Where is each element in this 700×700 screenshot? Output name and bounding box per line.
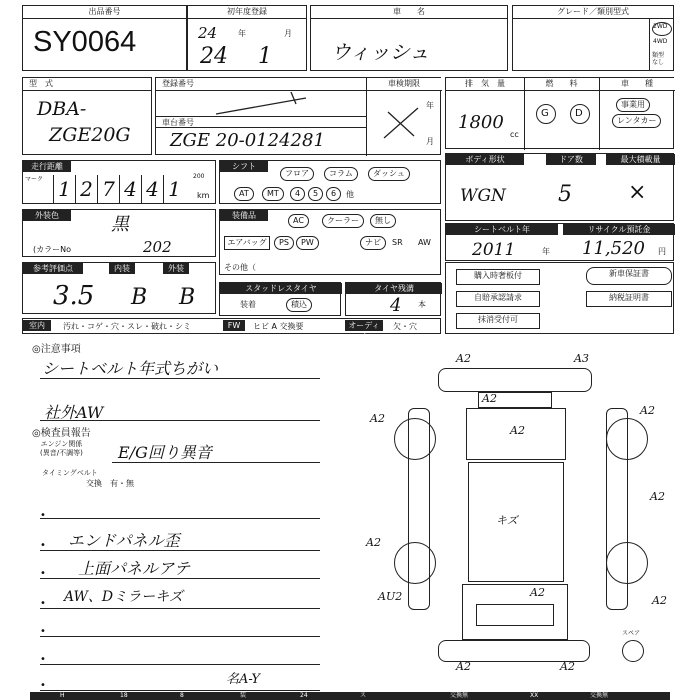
damage-left-rear: A2 [366, 536, 381, 549]
doors-header: ドア数 [546, 154, 596, 165]
equip-airbag: エアバッグ [224, 236, 270, 250]
month-unit: 月 [284, 29, 292, 38]
doc-purchase: 購入時奢板付 [456, 269, 540, 285]
fuel-header: 燃 料 [524, 78, 600, 91]
equip-cooler: クーラー [322, 214, 364, 228]
mileage-digit: 7 [97, 175, 119, 203]
year-unit: 年 [238, 29, 246, 38]
fw-items: ヒビ A 交換要 [253, 322, 304, 331]
trans-5: 5 [308, 187, 323, 201]
shift-floor: フロア [280, 167, 314, 181]
car-name-header: 車 名 [311, 6, 507, 19]
timing-belt-label: タイミングベルト [42, 469, 98, 477]
equip-other: その他（ [224, 263, 256, 272]
color-no-label: (カラーNo [33, 245, 71, 254]
grade-box [512, 5, 674, 71]
wheel-rear-right [606, 542, 648, 584]
notes-header: ◎注意事項 [32, 344, 81, 355]
auction-sheet: 出品番号 SY0064 初年度登録 24 年 月 24 1 車 名 ウィッシュ グレード／類別型式 2WD 4WD 類型 なし 型 式 DBA- ZGE20G 登録番号 車検期限 車台番号 年 月 ZGE 20-0124281 排 気 量 燃 料 車 種 1800 cc G D 事業用 レンタカー 走行距離 マーク 1 2 7 4 4 1 200 km シフト フロア コラム ダッシュ AT MT 4 5 6 他 ボディ形状 ドア数 最大積載量 WGN 5 × 外装色 黒 (カラーNo 202 装備品 AC クーラー 無し エアバッグ PS PW ナビ SR AW その他（ シートベルト年 リサイクル預託金 2011 年 11,520 円 参考評価点 内装 外装 3.5 B B スタッドレスタイヤ 装着 積込 タイヤ残溝 4 本 購入時奢板付 新車保証書 自賠承認請求 納税証明書 抹消受付可 室内 汚れ・コゲ・穴・スレ・破れ・シミ FW ヒビ A 交換要 オーディオ 欠・穴 ◎注意事項 シートベルト年式ちがい 社外AW ◎検査員報告 エンジン関係 (異音/不調等) E/G回り異音 タイミングベルト 交換 有・無 • • • • • • • エンドパネル歪 上面パネルアテ AW、Dミラーキズ 名A-Y スペア A2 A3 A2 A2 A2 A2 A2 A2 キズ A2 A2 AU2 A2 A2 H 18 8 装 24 ス 交換無 XX 交換無 [0, 0, 700, 700]
car-name: ウィッシュ [331, 40, 430, 64]
car-name-box [310, 5, 508, 71]
rental-car: レンタカー [612, 114, 661, 128]
damage-right-door: A2 [650, 490, 665, 503]
damage-front-right: A3 [574, 352, 589, 365]
damage-left-fender: A2 [370, 412, 385, 425]
trans-other: 他 [346, 190, 354, 199]
front-bumper [438, 368, 592, 392]
mileage-box [22, 160, 216, 204]
drive-2wd: 2WD [653, 23, 668, 30]
inspection-header: 車検期限 [366, 78, 442, 91]
equip-pw: PW [296, 236, 319, 250]
studless-box [219, 282, 341, 316]
damage-front-left: A2 [456, 352, 471, 365]
fuel-g: G [541, 108, 549, 119]
inspector-sign: 名A-Y [226, 672, 260, 687]
tire-box [345, 282, 441, 316]
trans-mt: MT [262, 187, 284, 201]
exterior-color-box [22, 209, 216, 257]
wheel-front-left [394, 418, 436, 460]
recycle-header: リサイクル預託金 [563, 224, 675, 235]
reference-score: 3.5 [53, 281, 95, 311]
damage-roof: キズ [496, 514, 518, 527]
spare-wheel [622, 640, 644, 662]
strip-item-5: ス [360, 692, 367, 699]
wheel-rear-left [394, 542, 436, 584]
strip-item-0: H [60, 692, 65, 699]
inspector-line-3: AW、Dミラーキズ [64, 589, 183, 605]
lot-header: 出品番号 [23, 6, 186, 19]
interior-grade: B [131, 285, 148, 310]
equip-navi: ナビ [360, 236, 386, 250]
damage-left-sill: AU2 [378, 590, 403, 603]
doc-tax: 納税証明書 [586, 291, 672, 307]
drive-other: 類型 なし [652, 52, 665, 66]
engine-label: エンジン関係 (異音/不調等) [40, 440, 83, 457]
displacement-header: 排 気 量 [446, 78, 525, 91]
damage-right-fender: A2 [640, 404, 655, 417]
studless-header: スタッドレスタイヤ [220, 283, 342, 294]
inspector-header: ◎検査員報告 [32, 428, 91, 439]
seatbelt-recycle-box [445, 223, 674, 261]
shift-dash: ダッシュ [368, 167, 410, 181]
equip-sr: SR [392, 238, 403, 247]
note-line-1: シートベルト年式ちがい [42, 359, 219, 378]
note-line-2: 社外AW [44, 403, 104, 422]
equip-aw: AW [418, 238, 431, 247]
wheel-front-right [606, 418, 648, 460]
max-load: × [628, 180, 647, 205]
equip-ps: PS [274, 236, 294, 250]
trans-at: AT [234, 187, 254, 201]
tire-depth-unit: 本 [418, 300, 426, 309]
seatbelt-year-unit: 年 [542, 247, 550, 256]
mileage-unit: km [197, 191, 210, 200]
chassis-number: ZGE 20-0124281 [170, 130, 325, 151]
commercial-use: 事業用 [616, 98, 650, 112]
engine-note: E/G回り異音 [118, 443, 212, 462]
damage-grille: A2 [482, 392, 497, 405]
spare-label: スペア [622, 630, 641, 637]
registration-box [155, 77, 441, 155]
tire-header: タイヤ残溝 [346, 283, 442, 294]
doc-deregistration: 抹消受付可 [456, 313, 540, 329]
recycle-unit: 円 [658, 247, 666, 256]
interior-row-label: 室内 [23, 320, 51, 331]
lot-number: SY0064 [33, 26, 137, 58]
body-box [445, 153, 674, 221]
seatbelt-header: シートベルト年 [446, 224, 558, 235]
body-style: WGN [460, 186, 506, 206]
seatbelt-year: 2011 [472, 240, 516, 260]
mileage-digit: 4 [141, 175, 163, 203]
interior-header: 内装 [109, 263, 135, 274]
exterior-color-header: 外装色 [23, 210, 71, 221]
mileage-digit: 1 [163, 175, 185, 203]
timing-belt-exchange: 交換 有・無 [86, 479, 134, 488]
model-header: 型 式 [23, 78, 151, 91]
trans-4: 4 [290, 187, 305, 201]
inspector-line-1: エンドパネル歪 [68, 531, 180, 550]
model-box [22, 77, 152, 155]
audio-items: 欠・穴 [393, 322, 417, 331]
mileage-note: 200 [193, 173, 205, 180]
mileage-digit: 1 [53, 175, 75, 203]
drive-column [649, 18, 674, 70]
strip-item-6: 交換無 [450, 692, 469, 699]
era-year: 24 [200, 44, 228, 69]
engine-fuel-box [445, 77, 674, 149]
fw-label: FW [223, 320, 245, 331]
model-line2: ZGE20G [49, 124, 131, 146]
shift-column: コラム [324, 167, 358, 181]
doc-warranty: 新車保証書 [586, 267, 672, 285]
trans-6: 6 [326, 187, 341, 201]
registration-header: 登録番号 [156, 78, 373, 91]
damage-rear-right: A2 [560, 660, 575, 673]
inspector-line-2: 上面パネルアテ [78, 559, 191, 578]
bottom-strip [30, 692, 670, 700]
exterior-header: 外装 [163, 263, 189, 274]
score-box [22, 262, 216, 314]
strip-item-8: 交換無 [590, 692, 609, 699]
strip-item-4: 24 [300, 692, 308, 699]
strip-item-3: 装 [240, 692, 247, 699]
studless-fitted: 装着 [240, 300, 256, 309]
tire-depth: 4 [390, 295, 402, 316]
equip-ac: AC [288, 214, 309, 228]
damage-rear-left: A2 [456, 660, 471, 673]
score-header: 参考評価点 [23, 263, 83, 274]
strip-item-2: 8 [180, 692, 184, 699]
equipment-box [219, 209, 441, 275]
model-line1: DBA- [37, 98, 87, 120]
strip-item-1: 18 [120, 692, 128, 699]
exterior-color: 黒 [111, 214, 129, 235]
damage-trunk: A2 [530, 586, 545, 599]
shift-box [219, 160, 441, 204]
equipment-header: 装備品 [220, 210, 268, 221]
displacement: 1800 [458, 112, 504, 133]
fuel-d: D [575, 108, 583, 119]
first-registration-header: 初年度登録 [188, 6, 306, 19]
mileage-header: 走行距離 [23, 161, 71, 172]
grade-header: グレード／類別型式 [513, 6, 673, 19]
exterior-grade: B [179, 285, 196, 310]
displacement-unit: cc [510, 130, 519, 139]
documents-box [445, 262, 674, 334]
chassis-header: 車台番号 [156, 116, 366, 128]
interior-row [22, 318, 441, 341]
mileage-digit: 2 [75, 175, 97, 203]
inspection-year-unit: 年 [426, 101, 434, 110]
drive-4wd: 4WD [653, 38, 668, 45]
vehicle-class-header: 車 種 [599, 78, 675, 91]
doors: 5 [558, 182, 572, 207]
color-no: 202 [143, 238, 172, 256]
equip-none: 無し [370, 214, 396, 228]
damage-hood: A2 [510, 424, 525, 437]
era-year-small: 24 [198, 24, 218, 42]
lot-number-box [22, 5, 187, 71]
shift-header: シフト [220, 161, 268, 172]
inspection-month-unit: 月 [426, 137, 434, 146]
max-load-header: 最大積載量 [606, 154, 675, 165]
first-registration-box [187, 5, 307, 71]
damage-right-rear: A2 [652, 594, 667, 607]
studless-loaded: 積込 [286, 298, 312, 312]
rear-panel [476, 604, 554, 626]
body-style-header: ボディ形状 [446, 154, 524, 165]
interior-row-items: 汚れ・コゲ・穴・スレ・破れ・シミ [63, 322, 191, 331]
mileage-digit: 4 [119, 175, 141, 203]
audio-label: オーディオ [345, 320, 383, 331]
recycle-deposit: 11,520 [582, 238, 645, 259]
doc-insurance: 自賠承認請求 [456, 291, 540, 307]
month: 1 [258, 44, 272, 69]
mileage-mark-label: マーク [25, 176, 44, 183]
rear-bumper [438, 640, 590, 662]
strip-item-7: XX [530, 692, 539, 699]
